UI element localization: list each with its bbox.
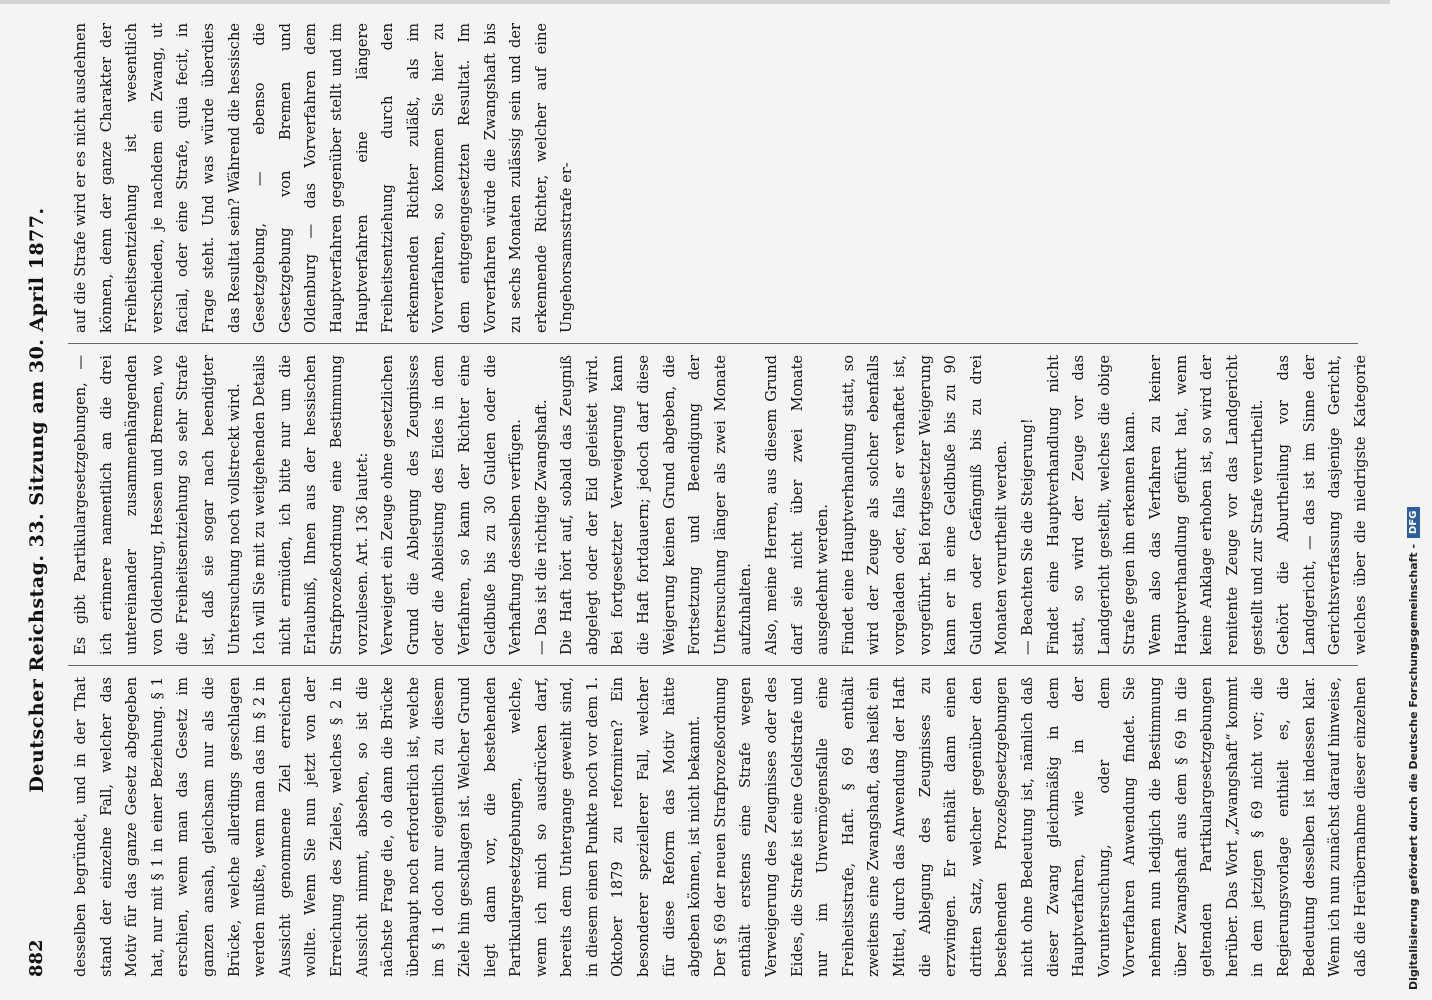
paragraph: Ich will Sie mit zu weitgehenden Details nicht ermüden, ich bitte nur um die Erlaubniß, Ihnen aus der hessischen Strafprozeßordnung eine Bestimmung vorzulesen. Art. 136 lautet:: [251, 355, 371, 655]
text-column-3: [68, 23, 1378, 333]
column-divider: [68, 343, 1358, 344]
paragraph: Der § 69 der neuen Strafprozeßordnung enthält erstens eine Strafe wegen Verweigerung des Zeugnisses oder des Eides, die Strafe ist eine Geldstrafe und nur im Unvermögensfalle eine Freiheitsstrafe, Haft. § 69 enthält zweitens eine Zwangshaft, das heißt ein Mittel, durch das Anwendung der Haft die Ablegung des Zeugnisses zu erzwingen. Er enthält dann einen dritten Satz, welcher gegenüber den bestehenden Prozeßgesetzgebungen nicht ohne Bedeutung ist, nämlich daß dieser Zwang gleichmäßig in dem Hauptverfahren, wie in der Voruntersuchung, oder dem Vorverfahren Anwendung findet. Sie nehmen nun lediglich die Bestimmung über Zwangshaft aus dem § 69 in die geltenden Partikulargesetzgebungen herüber. Das Wort „Zwangshaft“ kommt in dem jetzigen § 69 nicht vor; die Regierungsvorlage enthielt es, die Bedeutung desselben ist indessen klar. Wenn ich nun zunächst darauf hinweise, daß die Herübernahme dieser einzelnen: [711, 677, 1369, 977]
scan-edge: [0, 0, 1390, 4]
page-number: 882: [26, 939, 47, 977]
text-column-2: [68, 355, 1378, 655]
page-title: Deutscher Reichstag. 33. Sitzung am 30. April 1877.: [26, 207, 48, 793]
digitization-note: [1400, 0, 1426, 990]
quoted-paragraph: Gehört die Aburtheilung vor das Landgericht, — das ist im Sinne der Gerichtsverfassung dasjenige Gericht, welches über die niedrigste Kategorie: [1274, 355, 1369, 655]
rotated-newspaper-page: [20, 15, 1390, 985]
page-header: [20, 15, 66, 985]
quoted-paragraph: Findet eine Hauptverhandlung nicht statt, so wird der Zeuge vor das Landgericht gestellt, welches die obige Strafe gegen ihn erkennen kann.: [1044, 355, 1139, 655]
text-column-1: [68, 677, 1378, 977]
quoted-paragraph: Verweigert ein Zeuge ohne gesetzlichen Grund die Ablegung des Zeugnisses oder die Ableistung des Eides in dem Verfahren, so kann der Richter eine Geldbuße bis zu 30 Gulden oder die Verhaftung desselben verfügen.: [379, 355, 525, 655]
paragraph: Es gibt Partikulargesetzgebungen, — ich erinnere namentlich an die drei untereinander zusammenhängenden von Oldenburg, Hessen und Bremen, wo die Freiheitsentziehung so sehr Strafe ist, daß sie sogar nach beendigter Untersuchung noch vollstreckt wird.: [72, 355, 243, 655]
paragraph: — Das ist die richtige Zwangshaft.: [532, 399, 550, 655]
paragraph: — Beachten Sie die Steigerung!: [1018, 418, 1036, 655]
quoted-paragraph: Findet eine Hauptverhandlung statt, so wird der Zeuge als solcher ebenfalls vorgeladen oder, falls er verhaftet ist, vorgeführt. Bei fortgesetzter Weigerung kann er in eine Geldbuße bis zu 90 Gulden oder Gefängniß bis zu drei Monaten verurtheilt werden.: [839, 355, 1011, 655]
column-divider: [68, 665, 1358, 666]
digitization-text: Digitalisierung gefördert durch die Deutsche Forschungsgemeinschaft -: [1406, 543, 1420, 990]
paragraph: Wenn also das Verfahren zu keiner Hauptverhandlung geführt hat, wenn keine Anklage erhoben ist, so wird der renitente Zeuge vor das Landgericht gestellt und zur Strafe verurtheilt.: [1146, 355, 1267, 655]
paragraph: desselben begründet, und in der That stand der einzelne Fall, welcher das Motiv für das ganze Gesetz abgegeben hat, nur mit § 1 in einer Beziehung. § 1 erschien, wenn man das Gesetz im ganzen ansah, gleichsam nur als die Brücke, welche allerdings geschlagen werden mußte, wenn man das im § 2 in Aussicht genommene Ziel erreichen wollte. Wenn Sie nun jetzt von der Erreichung des Zieles, welches § 2 in Aussicht nimmt, absehen, so ist die nächste Frage die, ob dann die Brücke überhaupt noch erforderlich ist, welche im § 1 doch nur eigentlich zu diesem Ziele hin geschlagen ist. Welcher Grund liegt dann vor, die bestehenden Partikulargesetzgebungen, welche, wenn ich mich so ausdrücken darf, bereits dem Untergange geweiht sind, in diesem einen Punkte noch vor dem 1. Oktober 1879 zu reformiren? Ein besonderer speziellerer Fall, welcher für diese Reform das Motiv hätte abgeben können, ist nicht bekannt.: [72, 677, 704, 977]
dfg-logo: DFG: [1407, 507, 1420, 538]
quoted-paragraph: Die Haft hört auf, sobald das Zeugniß abgelegt oder der Eid geleistet wird. Bei fortgesetzter Verweigerung kann die Haft fortdauern; jedoch darf diese Weigerung keinen Grund abgeben, die Fortsetzung und Beendigung der Untersuchung länger als zwei Monate aufzuhalten.: [558, 355, 755, 655]
paragraph: Also, meine Herren, aus diesem Grund darf sie nicht über zwei Monate ausgedehnt werden.: [763, 355, 832, 655]
paragraph: auf die Strafe wird er es nicht ausdehnen können, denn der ganze Charakter der Freiheitsentziehung ist wesentlich verschieden, je nachdem ein Zwang, ut facial, oder eine Strafe, quia fecit, in Frage steht. Und was würde überdies das Resultat sein? Während die hessische Gesetzgebung, — ebenso die Gesetzgebung von Bremen und Oldenburg — das Vorverfahren dem Hauptverfahren gegenüber stellt und im Hauptverfahren eine längere Freiheitsentziehung durch den erkennenden Richter zuläßt, als im Vorverfahren, so kommen Sie hier zu dem entgegengesetzten Resultat. Im Vorverfahren würde die Zwangshaft bis zu sechs Monaten zulässig sein und der erkennende Richter, welcher auf eine Ungehorsamsstrafe er-: [72, 23, 576, 333]
